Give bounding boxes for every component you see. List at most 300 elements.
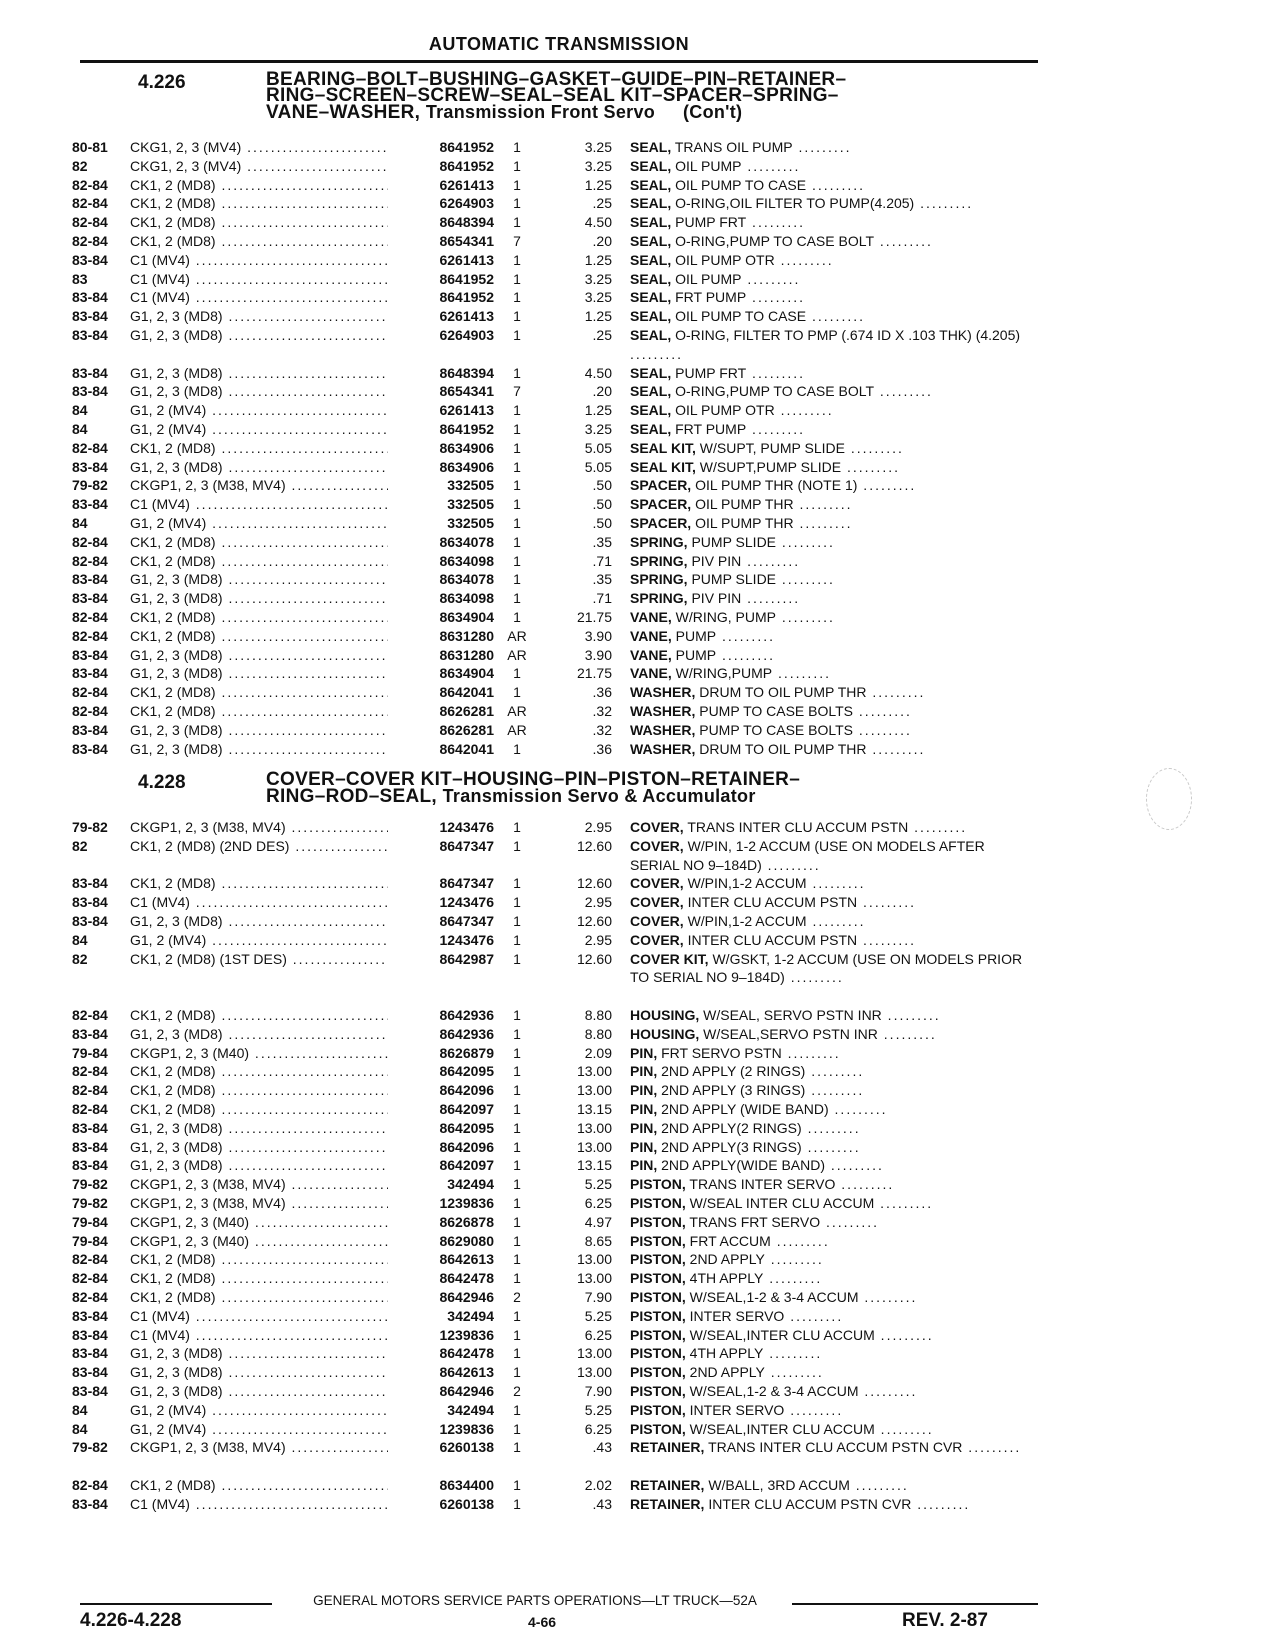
part-detail: TRANS INTER CLU ACCUM PSTN CVR xyxy=(708,1439,963,1456)
part-description xyxy=(630,646,1035,665)
part-number: 8642613 xyxy=(439,1364,494,1381)
model-year: 84 xyxy=(72,514,88,531)
table-row xyxy=(70,1044,1045,1063)
model-code: CK1, 2 (MD8) ..... xyxy=(130,1269,388,1288)
part-number: 8642613 xyxy=(439,1251,494,1268)
model-code: CK1, 2 (MD8) (2ND DES) ..... xyxy=(130,837,388,856)
price: 21.75 xyxy=(576,665,612,682)
part-number: 6261413 xyxy=(439,176,494,193)
model-code: CKGP1, 2, 3 (M38, MV4) ..... xyxy=(130,818,388,837)
model-code: CK1, 2 (MD8) ..... xyxy=(130,1100,388,1119)
leader-dots: ......... xyxy=(877,1025,937,1042)
leader-dots: ......... xyxy=(716,646,775,663)
part-number: 8647347 xyxy=(439,912,494,929)
model-year: 82-84 xyxy=(72,232,108,249)
leader-dots: ......... xyxy=(741,552,801,569)
quantity: 1 xyxy=(513,139,521,155)
part-number: 1239836 xyxy=(439,1420,494,1437)
model-year: 82-84 xyxy=(72,684,108,701)
part-number: 8642041 xyxy=(439,684,494,701)
model-code: CKGP1, 2, 3 (M38, MV4) ..... xyxy=(130,476,388,495)
quantity: 1 xyxy=(513,684,521,701)
model-code: C1 (MV4) ..... xyxy=(130,1495,388,1514)
quantity: 1 xyxy=(513,477,521,494)
part-number: 1243476 xyxy=(439,931,494,948)
leader-dots: ......... xyxy=(874,232,933,249)
price: 8.65 xyxy=(584,1232,612,1249)
part-description xyxy=(630,476,1035,495)
part-description xyxy=(630,1288,1035,1307)
price: 21.75 xyxy=(576,608,612,625)
part-detail: O-RING,PUMP TO CASE BOLT xyxy=(675,383,875,400)
model-code: G1, 2, 3 (MD8) ..... xyxy=(130,364,388,383)
leader-dots: ......... xyxy=(781,1044,841,1061)
table-row xyxy=(70,1175,1045,1194)
table-row xyxy=(70,1288,1045,1307)
model-year: 82-84 xyxy=(72,552,108,569)
part-detail: INTER SERVO xyxy=(689,1401,785,1418)
part-description xyxy=(630,740,1035,759)
part-detail: W/PIN,1-2 ACCUM xyxy=(687,875,807,892)
table-row xyxy=(70,912,1045,931)
part-number: 1239836 xyxy=(439,1194,494,1211)
part-detail: OIL PUMP TO CASE xyxy=(675,176,807,193)
part-description xyxy=(630,552,1035,571)
part-name: PISTON, xyxy=(630,1307,686,1324)
price: 4.50 xyxy=(584,214,612,231)
part-number: 8626878 xyxy=(439,1213,494,1230)
part-name: PISTON, xyxy=(630,1420,686,1437)
model-code: CK1, 2 (MD8) (1ST DES) ..... xyxy=(130,950,388,969)
quantity: 1 xyxy=(513,1119,521,1136)
part-description xyxy=(630,1326,1035,1345)
leader-dots: ......... xyxy=(806,308,866,325)
table-row xyxy=(70,683,1045,702)
model-code: G1, 2 (MV4) ..... xyxy=(130,420,388,439)
price: .32 xyxy=(592,721,612,738)
part-name: SEAL, xyxy=(630,195,672,212)
quantity: 1 xyxy=(513,1364,521,1381)
table-row xyxy=(70,382,1045,401)
part-description xyxy=(630,1495,1035,1514)
part-name: SEAL, xyxy=(630,308,672,325)
model-year: 83-84 xyxy=(72,458,108,475)
leader-dots: ......... xyxy=(772,665,831,682)
punch-hole-mark xyxy=(1146,768,1192,830)
part-number: 8626281 xyxy=(439,702,494,719)
model-year: 82 xyxy=(72,950,88,967)
quantity: 1 xyxy=(513,364,521,381)
part-number: 8642936 xyxy=(439,1025,494,1042)
part-detail: W/PIN,1-2 ACCUM xyxy=(687,912,807,929)
quantity: 1 xyxy=(513,439,521,456)
model-year: 82-84 xyxy=(72,702,108,719)
part-name: PISTON, xyxy=(630,1232,686,1249)
model-year: 83-84 xyxy=(72,1307,108,1324)
model-code: CKG1, 2, 3 (MV4) ..... xyxy=(130,157,388,176)
part-description xyxy=(630,458,1035,477)
part-detail: 2ND APPLY (2 RINGS) xyxy=(661,1063,806,1080)
model-year: 84 xyxy=(72,1401,88,1418)
part-name: COVER KIT, xyxy=(630,950,709,967)
leader-dots: ......... xyxy=(820,1213,880,1230)
price: .35 xyxy=(592,571,612,588)
model-year: 82-84 xyxy=(72,1270,108,1287)
quantity: 1 xyxy=(513,176,521,193)
part-name: HOUSING, xyxy=(630,1025,700,1042)
model-year: 79-84 xyxy=(72,1232,108,1249)
price: .50 xyxy=(592,496,612,513)
table-row xyxy=(70,439,1045,458)
part-detail: FRT PUMP xyxy=(675,420,747,437)
part-number: 8634906 xyxy=(439,458,494,475)
part-number: 6264903 xyxy=(439,326,494,343)
section-title xyxy=(266,69,1026,123)
model-code: C1 (MV4) ..... xyxy=(130,495,388,514)
leader-dots: ......... xyxy=(857,931,917,948)
leader-dots: ......... xyxy=(835,1176,895,1193)
part-name: SEAL, xyxy=(630,214,672,231)
footer-section-range: 4.226-4.228 xyxy=(80,1610,182,1631)
part-description xyxy=(630,495,1035,514)
quantity: 1 xyxy=(513,571,521,588)
part-number: 8642097 xyxy=(439,1100,494,1117)
part-detail: W/SEAL, SERVO PSTN INR xyxy=(703,1006,882,1023)
price: 5.25 xyxy=(584,1307,612,1324)
model-year: 79-82 xyxy=(72,1194,108,1211)
model-code: CK1, 2 (MD8) ..... xyxy=(130,533,388,552)
price: 5.05 xyxy=(584,458,612,475)
part-name: PISTON, xyxy=(630,1251,686,1268)
part-detail: FRT PUMP xyxy=(675,289,747,306)
table-row xyxy=(70,627,1045,646)
footer-publisher: GENERAL MOTORS SERVICE PARTS OPERATIONS—LT TRUCK—52A xyxy=(313,1593,757,1608)
price: 13.00 xyxy=(576,1063,612,1080)
part-name: PISTON, xyxy=(630,1345,686,1362)
part-detail: 2ND APPLY xyxy=(689,1364,765,1381)
part-detail: 2ND APPLY (3 RINGS) xyxy=(661,1082,806,1099)
quantity: 1 xyxy=(513,875,521,892)
page-header: AUTOMATIC TRANSMISSION xyxy=(428,34,690,54)
section-number: 4.228 xyxy=(138,772,186,793)
part-number: 8634906 xyxy=(439,439,494,456)
leader-dots: ......... xyxy=(874,1326,934,1343)
part-name: VANE, xyxy=(630,665,672,682)
leader-dots: ......... xyxy=(911,1495,971,1512)
leader-dots: ......... xyxy=(774,402,834,419)
model-year: 83-84 xyxy=(72,364,108,381)
quantity: 1 xyxy=(513,420,521,437)
part-number: 8642987 xyxy=(439,950,494,967)
part-number: 1239836 xyxy=(439,1326,494,1343)
part-description xyxy=(630,589,1035,608)
part-description xyxy=(630,721,1035,740)
model-year: 83-84 xyxy=(72,326,108,343)
price: 5.25 xyxy=(584,1401,612,1418)
model-code: CK1, 2 (MD8) ..... xyxy=(130,1288,388,1307)
quantity: 1 xyxy=(513,1176,521,1193)
part-name: SPACER, xyxy=(630,514,692,531)
quantity: 1 xyxy=(513,402,521,419)
leader-dots: ......... xyxy=(858,1288,918,1305)
model-year: 83 xyxy=(72,270,88,287)
quantity: 1 xyxy=(513,931,521,948)
price: 12.60 xyxy=(576,950,612,967)
model-code: G1, 2, 3 (MD8) ..... xyxy=(130,1382,388,1401)
part-description xyxy=(630,931,1035,950)
model-code: C1 (MV4) ..... xyxy=(130,893,388,912)
part-description xyxy=(630,514,1035,533)
part-number: 8654341 xyxy=(439,383,494,400)
model-year: 83-84 xyxy=(72,496,108,513)
part-number: 342494 xyxy=(447,1176,494,1193)
quantity: 1 xyxy=(513,1401,521,1418)
part-detail: 4TH APPLY xyxy=(689,1345,764,1362)
part-number: 6260138 xyxy=(439,1495,494,1512)
price: .36 xyxy=(592,740,612,757)
model-year: 83-84 xyxy=(72,875,108,892)
model-code: G1, 2, 3 (MD8) ..... xyxy=(130,1138,388,1157)
price: .43 xyxy=(592,1495,612,1512)
model-year: 82-84 xyxy=(72,1100,108,1117)
part-description xyxy=(630,912,1035,931)
part-number: 8634400 xyxy=(439,1476,494,1493)
model-code: G1, 2, 3 (MD8) ..... xyxy=(130,721,388,740)
leader-dots: ......... xyxy=(775,608,835,625)
leader-dots: ......... xyxy=(746,364,806,381)
part-name: PIN, xyxy=(630,1100,658,1117)
part-number: 8634098 xyxy=(439,590,494,607)
leader-dots: ......... xyxy=(853,702,912,719)
model-year: 84 xyxy=(72,931,88,948)
part-description xyxy=(630,1232,1035,1251)
quantity: 1 xyxy=(513,1270,521,1287)
part-name: SEAL, xyxy=(630,383,672,400)
part-name: HOUSING, xyxy=(630,1006,700,1023)
part-description xyxy=(630,1382,1035,1401)
part-detail: PIV PIN xyxy=(691,552,742,569)
part-detail: W/SUPT, PUMP SLIDE xyxy=(699,439,845,456)
part-description xyxy=(630,893,1035,912)
model-year: 82-84 xyxy=(72,533,108,550)
part-name: SPRING, xyxy=(630,590,688,607)
leader-dots: ......... xyxy=(741,157,801,174)
model-year: 83-84 xyxy=(72,1382,108,1399)
part-description xyxy=(630,664,1035,683)
model-year: 82 xyxy=(72,157,88,174)
model-code: G1, 2 (MV4) ..... xyxy=(130,931,388,950)
part-detail: 2ND APPLY(3 RINGS) xyxy=(661,1138,802,1155)
model-code: CKGP1, 2, 3 (M38, MV4) ..... xyxy=(130,1438,388,1457)
model-code: G1, 2 (MV4) ..... xyxy=(130,1401,388,1420)
price: 13.00 xyxy=(576,1138,612,1155)
model-code: G1, 2, 3 (MD8) ..... xyxy=(130,458,388,477)
part-name: PISTON, xyxy=(630,1270,686,1287)
table-row xyxy=(70,138,1045,157)
leader-dots: ......... xyxy=(776,533,835,550)
part-detail: PUMP xyxy=(675,646,717,663)
part-detail: W/SUPT,PUMP SLIDE xyxy=(699,458,842,475)
table-row xyxy=(70,1100,1045,1119)
table-row xyxy=(70,1363,1045,1382)
table-row xyxy=(70,1062,1045,1081)
part-number: 8641952 xyxy=(439,420,494,437)
part-name: VANE, xyxy=(630,608,672,625)
parts-table-4-226 xyxy=(70,138,1045,758)
part-detail: W/RING,PUMP xyxy=(675,665,773,682)
table-row xyxy=(70,326,1045,364)
price: .71 xyxy=(592,552,612,569)
model-code: G1, 2 (MV4) ..... xyxy=(130,401,388,420)
table-row xyxy=(70,1344,1045,1363)
table-row xyxy=(70,458,1045,477)
price: 1.25 xyxy=(584,176,612,193)
leader-dots: ......... xyxy=(805,1082,865,1099)
price: 12.60 xyxy=(576,875,612,892)
part-detail: PUMP FRT xyxy=(675,214,747,231)
table-row xyxy=(70,589,1045,608)
model-code: G1, 2, 3 (MD8) ..... xyxy=(130,1363,388,1382)
model-year: 82-84 xyxy=(72,1006,108,1023)
part-detail: FRT SERVO PSTN xyxy=(661,1044,782,1061)
price: 3.25 xyxy=(584,289,612,306)
model-year: 83-84 xyxy=(72,383,108,400)
quantity: 1 xyxy=(513,740,521,757)
part-description xyxy=(630,176,1035,195)
part-name: SEAL, xyxy=(630,420,672,437)
price: 12.60 xyxy=(576,837,612,854)
table-row xyxy=(70,251,1045,270)
leader-dots: ......... xyxy=(828,1100,888,1117)
quantity: 1 xyxy=(513,837,521,854)
price: .50 xyxy=(592,477,612,494)
leader-dots: ......... xyxy=(793,496,853,513)
part-name: PISTON, xyxy=(630,1213,686,1230)
model-year: 82-84 xyxy=(72,1288,108,1305)
leader-dots: ......... xyxy=(741,590,801,607)
part-name: SEAL, xyxy=(630,176,672,193)
part-number: 1243476 xyxy=(439,894,494,911)
part-description xyxy=(630,138,1035,157)
model-code: CK1, 2 (MD8) ..... xyxy=(130,874,388,893)
part-detail: TRANS INTER CLU ACCUM PSTN xyxy=(687,819,909,835)
part-number: 342494 xyxy=(447,1307,494,1324)
part-name: SPRING, xyxy=(630,533,688,550)
price: 12.60 xyxy=(576,912,612,929)
model-code: CK1, 2 (MD8) ..... xyxy=(130,213,388,232)
price: 4.50 xyxy=(584,364,612,381)
part-number: 8626281 xyxy=(439,721,494,738)
table-row xyxy=(70,232,1045,251)
part-detail: PUMP SLIDE xyxy=(691,533,777,550)
part-description xyxy=(630,307,1035,326)
quantity: 1 xyxy=(513,1251,521,1268)
quantity: 1 xyxy=(513,1326,521,1343)
part-number: 8642095 xyxy=(439,1063,494,1080)
part-detail: W/BALL, 3RD ACCUM xyxy=(708,1476,850,1493)
part-description xyxy=(630,818,1035,837)
part-name: SEAL, xyxy=(630,270,672,287)
model-code: CK1, 2 (MD8) ..... xyxy=(130,1250,388,1269)
part-number: 8641952 xyxy=(439,139,494,155)
quantity: 1 xyxy=(513,214,521,231)
table-row xyxy=(70,664,1045,683)
table-row xyxy=(70,1156,1045,1175)
part-detail: INTER CLU ACCUM PSTN xyxy=(687,931,858,948)
quantity: 1 xyxy=(513,1495,521,1512)
part-detail: DRUM TO OIL PUMP THR xyxy=(699,684,867,701)
quantity: 1 xyxy=(513,1082,521,1099)
leader-dots: ......... xyxy=(857,477,917,494)
part-number: 8641952 xyxy=(439,289,494,306)
table-row xyxy=(70,893,1045,912)
leader-dots: ......... xyxy=(806,176,866,193)
price: 1.25 xyxy=(584,402,612,419)
leader-dots: ......... xyxy=(962,1439,1022,1456)
leader-dots: ......... xyxy=(746,420,806,437)
part-number: 6261413 xyxy=(439,402,494,419)
part-description xyxy=(630,232,1035,251)
part-number: 6261413 xyxy=(439,251,494,268)
quantity: 2 xyxy=(513,1382,521,1399)
part-description xyxy=(630,1307,1035,1326)
model-year: 79-82 xyxy=(72,1176,108,1193)
part-detail: OIL PUMP xyxy=(675,157,742,174)
part-number: 8631280 xyxy=(439,646,494,663)
part-detail: W/SEAL,INTER CLU ACCUM xyxy=(689,1420,875,1437)
quantity: AR xyxy=(507,721,527,738)
quantity: 1 xyxy=(513,590,521,607)
part-name: WASHER, xyxy=(630,702,696,719)
model-year: 82-84 xyxy=(72,176,108,193)
model-code: CK1, 2 (MD8) ..... xyxy=(130,439,388,458)
part-detail: OIL PUMP OTR xyxy=(675,402,775,419)
leader-dots: ......... xyxy=(866,740,926,757)
footer-revision: REV. 2-87 xyxy=(902,1610,988,1631)
part-number: 8642478 xyxy=(439,1270,494,1287)
part-name: PIN, xyxy=(630,1063,658,1080)
part-detail: O-RING,PUMP TO CASE BOLT xyxy=(675,232,875,249)
table-row xyxy=(70,1025,1045,1044)
leader-dots: ......... xyxy=(793,514,853,531)
model-code: G1, 2, 3 (MD8) ..... xyxy=(130,1025,388,1044)
leader-dots: ......... xyxy=(841,458,900,475)
part-description xyxy=(630,382,1035,401)
part-detail: OIL PUMP xyxy=(675,270,742,287)
price: .36 xyxy=(592,684,612,701)
footer-rule xyxy=(792,1603,1038,1605)
part-description xyxy=(630,364,1035,383)
price: 8.80 xyxy=(584,1025,612,1042)
table-row xyxy=(70,1213,1045,1232)
part-name: PISTON, xyxy=(630,1401,686,1418)
table-row xyxy=(70,818,1045,837)
table-row xyxy=(70,213,1045,232)
leader-dots: ......... xyxy=(825,1157,884,1174)
section-title-line: COVER–COVER KIT–HOUSING–PIN–PISTON–RETAINER– xyxy=(266,769,801,790)
quantity: 1 xyxy=(513,950,521,967)
part-description xyxy=(630,1081,1035,1100)
model-code: CKGP1, 2, 3 (M38, MV4) ..... xyxy=(130,1194,388,1213)
model-year: 83-84 xyxy=(72,251,108,268)
part-name: PISTON, xyxy=(630,1194,686,1211)
leader-dots: ......... xyxy=(746,289,806,306)
quantity: 1 xyxy=(513,1194,521,1211)
quantity: 1 xyxy=(513,514,521,531)
section-title-line: VANE–WASHER, Transmission Front Servo (Con't) xyxy=(266,102,743,123)
part-detail: INTER CLU ACCUM PSTN xyxy=(687,894,858,911)
part-name: PIN, xyxy=(630,1157,658,1174)
